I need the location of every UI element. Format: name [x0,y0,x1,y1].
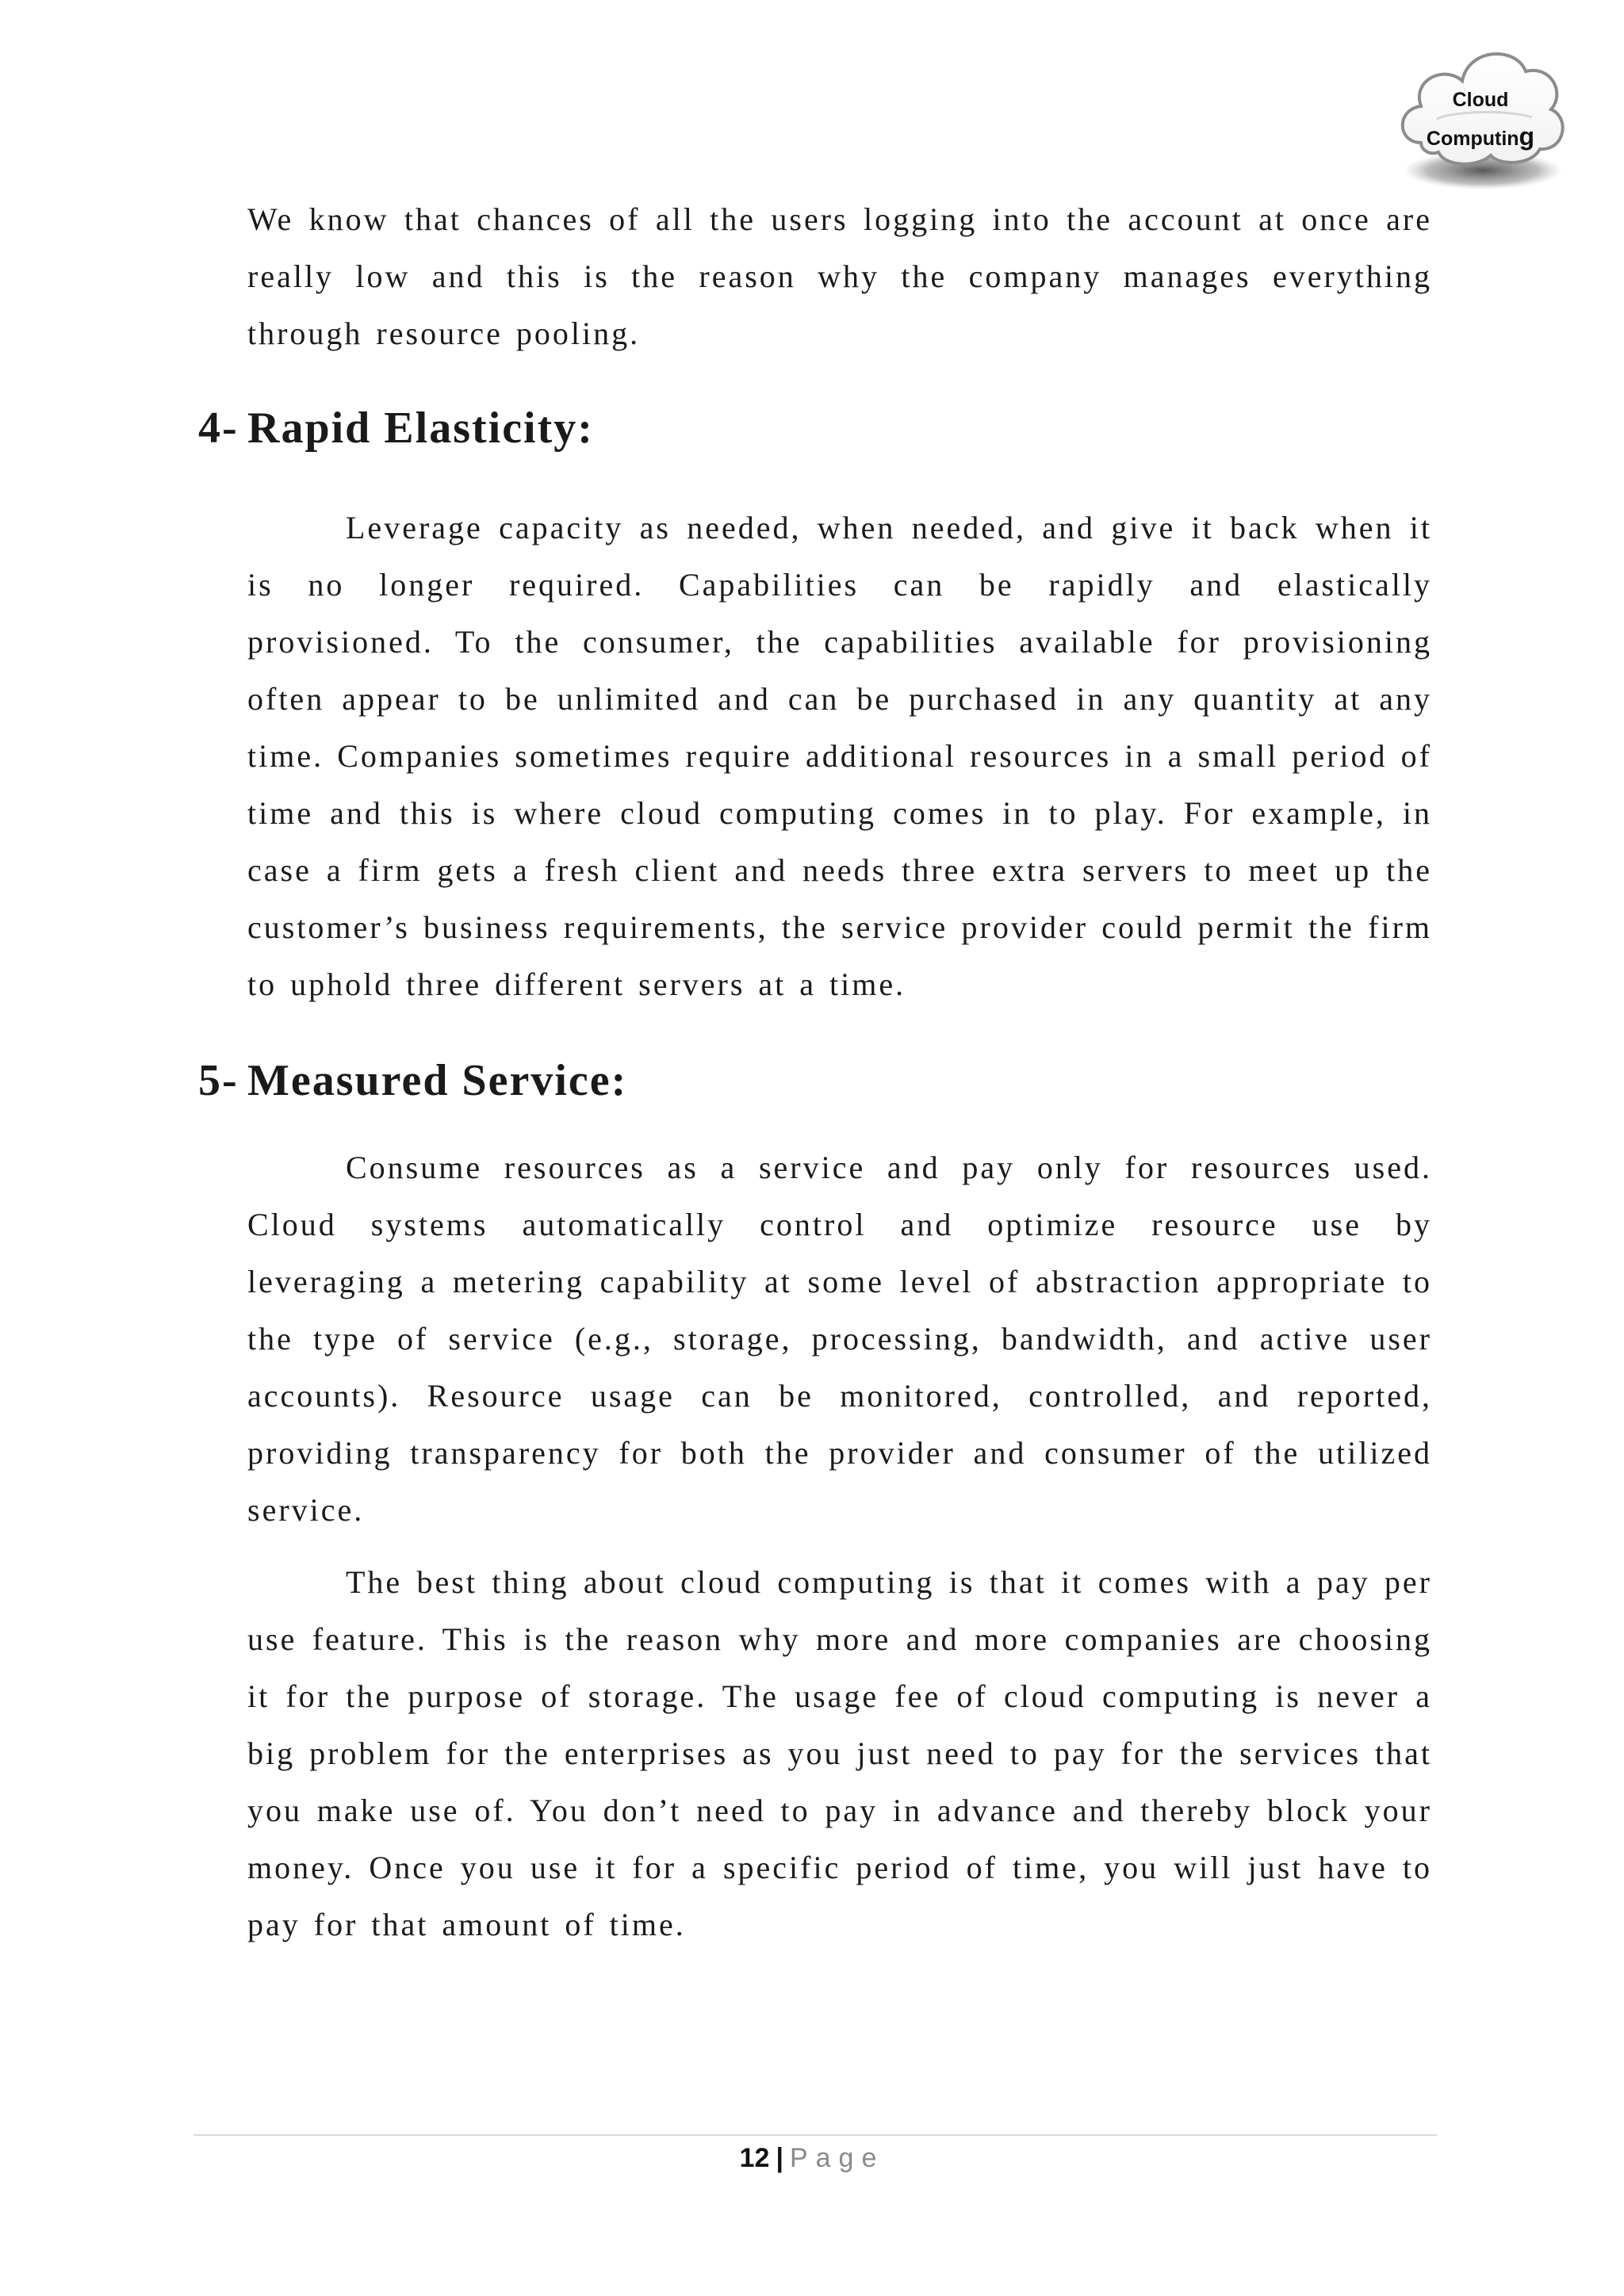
section-4-heading [198,403,594,453]
section-5-heading [198,1055,627,1106]
footer-divider [193,2134,1437,2136]
logo-text-line2 [1389,122,1572,151]
section-5-paragraph-1: Consume resources as a service and pay only for resources used. Cloud systems automatically control and optimize resource use by leveraging a metering capability at some level of abstraction appropriate to the type of service (e.g., storage, processing, bandwidth, and active user accounts). Resource usage can be monitored, controlled, and reported, providing transparency for both the provider and consumer of the utilized service. [247,1150,1432,1528]
section-4-paragraph: Leverage capacity as needed, when needed, and give it back when it is no longer required. Capabilities can be rapidly and elastically provisioned. To the consumer, the capabilities available for provisioning often appear to be unlimited and can be purchased in any quantity at any time. Companies sometimes require additional resources in a small period of time and this is where cloud computing comes in to play. For example, in case a firm gets a fresh client and needs three extra servers to meet up the customer’s business requirements, the service provider could permit the firm to uphold three different servers at a time. [247,510,1432,1002]
cloud-computing-logo [1389,24,1572,198]
intro-paragraph: We know that chances of all the users logging into the account at once are really low and this is the reason why the company manages everything through resource pooling. [247,201,1432,351]
page-footer [0,2141,1624,2175]
page-number: 12 [739,2143,770,2173]
page-label: Page [789,2143,885,2173]
section-5-title: Measured Service: [247,1056,628,1105]
logo-text-line2-main: Computin [1426,128,1519,150]
footer-separator: | [776,2143,783,2173]
section-4-title: Rapid Elasticity: [247,404,594,453]
logo-text-line2-tail: g [1519,122,1535,151]
section-5-paragraph-2: The best thing about cloud computing is that it comes with a pay per use feature. This is the reason why more and more companies are choosing it for the purpose of storage. The usage fee of cloud computing is never a big problem for the enterprises as you just need to pay for the services that you make use of. You don’t need to pay in advance and thereby block your money. Once you use it for a specific period of time, you will just have to pay for that amount of time. [247,1564,1432,1942]
logo-text-line1: Cloud [1452,89,1509,111]
section-5-number: 5- [198,1056,239,1105]
section-4-number: 4- [198,404,239,453]
